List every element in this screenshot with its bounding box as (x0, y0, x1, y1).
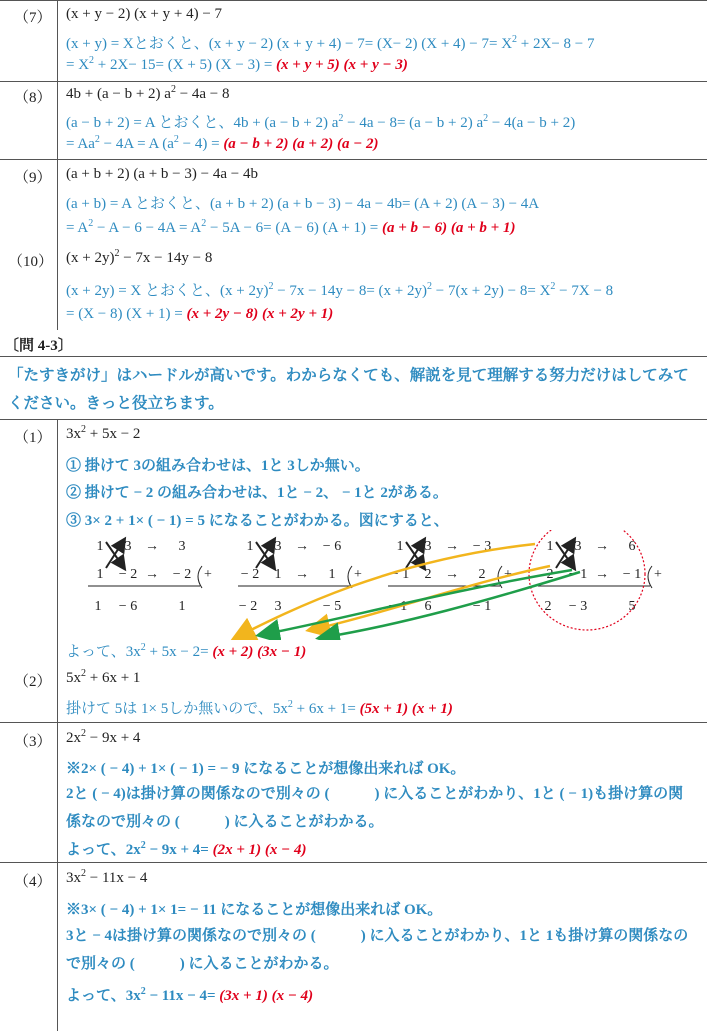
result-text: よって、$3x^2 + 5x - 2=$ (66, 642, 213, 660)
diagram-cell: 3 (124, 539, 132, 554)
note-line: ※3× ( − 4) + 1× 1= − 11 になることが想像出来れば OK。 (66, 902, 443, 918)
diagram-cell: − 2 (240, 567, 260, 582)
problem-question: $(x + 2y)^2 - 7x - 14y - 8$ (66, 248, 213, 266)
problem-question: 4b + (a − b + 2) $a^2 - 4a - 8$ (66, 84, 230, 102)
yellow-arrow (235, 544, 535, 638)
problem-number: （2） (14, 674, 52, 690)
diagram-cell: − 1 (390, 567, 410, 582)
diagram-cell: 3 (274, 539, 282, 554)
diagram-cell: 1 (274, 567, 282, 582)
step-line: ③ 3× 2 + 1× ( − 1) = 5 になることがわかる。図にすると、 (66, 513, 449, 529)
problem-number: （10） (8, 254, 54, 270)
diagram-cell: 6 (628, 539, 636, 554)
intro-paragraph: 「たすきがけ」はハードルが高いです。わからなくても、解説を見て理解する努力だけはしてみてください。きっと役立ちます。 (8, 367, 689, 412)
problem-question: $5x^2 + 6x + 1$ (66, 668, 141, 686)
column-divider (57, 0, 58, 330)
answer: (5x + 1) (x + 1) (359, 701, 453, 717)
tasuki-diagram (60, 530, 700, 640)
solution-text: 掛けて 5は 1× 5しか無いので、$5x^2 + 6x + 1=$ (66, 699, 360, 717)
diagram-arrow: → (145, 567, 159, 582)
problem-question: $3x^2 + 5x - 2$ (66, 424, 141, 442)
diagram-plus: + (354, 567, 362, 582)
diagram-plus: + (204, 567, 212, 582)
diagram-cell: 3 (424, 539, 432, 554)
diagram-cell: − 6 (118, 599, 138, 614)
solution-line (66, 220, 515, 237)
explanation: 2と ( − 4)は掛け算の関係なので別々の ( ) に入ることがわかり、1と ( − 1)も掛け算の関係なので別々の ( ) に入ることがわかる。 (66, 786, 684, 830)
diagram-cell: 2 (546, 567, 554, 582)
problem-number: （7） (14, 10, 52, 26)
diagram-cell: 1 (246, 539, 254, 554)
diagram-plus: + (504, 567, 512, 582)
answer: (x + 2) (3x − 1) (212, 644, 307, 660)
step-line: ② 掛けて − 2 の組み合わせは、1と − 2、 − 1と 2がある。 (66, 485, 448, 501)
answer: (x + 2y − 8) (x + 2y + 1) (186, 306, 334, 322)
solution-text: = $X^2 + 2X- 15= (X + 5) (X - 3)$ = (66, 55, 277, 73)
solution-line: (x + y) = Xとおくと、(x + y − 2) (x + y + 4) − 7= (X− 2) $(X + 4) - 7= X^2 + 2X- 8 - 7$ (66, 34, 595, 52)
problem-question: (x + y − 2) (x + y + 4) − 7 (66, 6, 223, 22)
diagram-cell: 2 (424, 567, 432, 582)
column-divider (57, 419, 58, 1031)
problem-question: (a + b + 2) (a + b − 3) − 4a − 4b (66, 166, 258, 182)
diagram-group (88, 539, 662, 614)
diagram-cell: − 1 (568, 567, 588, 582)
diagram-cell: 1 (178, 599, 186, 614)
result-line (66, 640, 306, 661)
diagram-cell: 3 (274, 599, 282, 614)
diagram-arrow: → (595, 539, 609, 554)
explanation: 3と − 4は掛け算の関係なので別々の ( ) に入ることがわかり、1と 1も掛け算の関係なので別々の ( ) に入ることがわかる。 (66, 928, 689, 972)
diagram-cell: − 6 (322, 539, 342, 554)
diagram-cell: 1 (96, 567, 104, 582)
diagram-bracket (198, 566, 202, 588)
section-header: 〔問 4-3〕 (4, 338, 73, 354)
diagram-arrow: → (295, 539, 309, 554)
diagram-cell: 2 (544, 599, 552, 614)
diagram-arrow: → (295, 567, 309, 582)
rule (0, 0, 707, 1)
answer: (x + y + 5) (x + y − 3) (276, 57, 408, 73)
diagram-cell: − 3 (568, 599, 588, 614)
solution-text: = $Aa^2 - 4A = A$ $(a^2 - 4)$ = (66, 134, 224, 152)
solution-text: = $A^2 - A - 6 - 4A = A^2 - 5A - 6= (A - 6) (A + 1)$ = (66, 218, 383, 236)
diagram-cell: 3 (574, 539, 582, 554)
solution-line: (a − b + 2) = A とおくと、4b + (a − b + 2) $a^2 - 4a - 8= (a - b + 2) a^2 - 4(a - b + 2)$ (66, 113, 576, 131)
diagram-cell: − 1 (622, 567, 642, 582)
note-line: ※2× ( − 4) + 1× ( − 1) = − 9 になることが想像出来れば OK。 (66, 761, 466, 777)
rule (0, 722, 707, 723)
diagram-arrow: → (145, 539, 159, 554)
result-line (66, 838, 306, 859)
rule (0, 862, 707, 863)
problem-question: $2x^2 - 9x + 4$ (66, 728, 141, 746)
step-line: ① 掛けて 3の組み合わせは、1と 3しか無い。 (66, 458, 370, 474)
diagram-cell: 1 (546, 539, 554, 554)
problem-number: （3） (14, 734, 52, 750)
diagram-cell: − 5 (322, 599, 342, 614)
diagram-cell: 6 (424, 599, 432, 614)
diagram-cell: − 3 (472, 539, 492, 554)
problem-number: （4） (14, 874, 52, 890)
result-line (66, 984, 313, 1005)
diagram-cell: − 1 (472, 599, 492, 614)
answer: (2x + 1) (x − 4) (212, 842, 307, 858)
diagram-cell: 5 (628, 599, 636, 614)
result-text: よって、$3x^2 - 11x - 4=$ (66, 986, 220, 1004)
diagram-cell: − 2 (238, 599, 258, 614)
diagram-cell: 3 (178, 539, 186, 554)
answer: (a + b − 6) (a + b + 1) (382, 220, 516, 236)
solution-text: = (X − 8) (X + 1) = (66, 306, 187, 322)
problem-question: $3x^2 - 11x - 4$ (66, 868, 148, 886)
solution-line (66, 697, 453, 718)
rule (0, 419, 707, 420)
answer: (a − b + 2) (a + 2) (a − 2) (223, 136, 379, 152)
answer: (3x + 1) (x − 4) (219, 988, 314, 1004)
diagram-bracket (648, 566, 652, 588)
problem-number: （9） (14, 170, 52, 186)
diagram-bracket (348, 566, 352, 588)
diagram-cell: 1 (328, 567, 336, 582)
solution-line: (a + b) = A とおくと、(a + b + 2) (a + b − 3) − 4a − 4b= (A + 2) (A − 3) − 4A (66, 196, 540, 212)
solution-line (66, 306, 333, 323)
result-text: よって、$2x^2 - 9x + 4=$ (66, 840, 213, 858)
diagram-cell: 1 (396, 539, 404, 554)
problem-number: （8） (14, 90, 52, 106)
problem-number: （1） (14, 430, 52, 446)
solution-line: (x + 2y) = X とおくと、$(x + 2y)^2 - 7x - 14y - 8= (x + 2y)^2 - 7(x + 2y) - 8= X^2 - 7X - 8$ (66, 281, 614, 299)
diagram-cell: 1 (96, 539, 104, 554)
diagram-arrow: → (595, 567, 609, 582)
diagram-arrow: → (445, 567, 459, 582)
diagram-cell: 1 (94, 599, 102, 614)
solution-line (66, 136, 379, 153)
diagram-cell: − 2 (118, 567, 138, 582)
diagram-cell: 2 (478, 567, 486, 582)
diagram-plus: + (654, 567, 662, 582)
diagram-cell: − 2 (172, 567, 192, 582)
diagram-cell: − 1 (388, 599, 408, 614)
rule (0, 356, 707, 357)
rule (0, 159, 707, 160)
rule (0, 81, 707, 82)
diagram-arrow: → (445, 539, 459, 554)
solution-line (66, 57, 408, 74)
